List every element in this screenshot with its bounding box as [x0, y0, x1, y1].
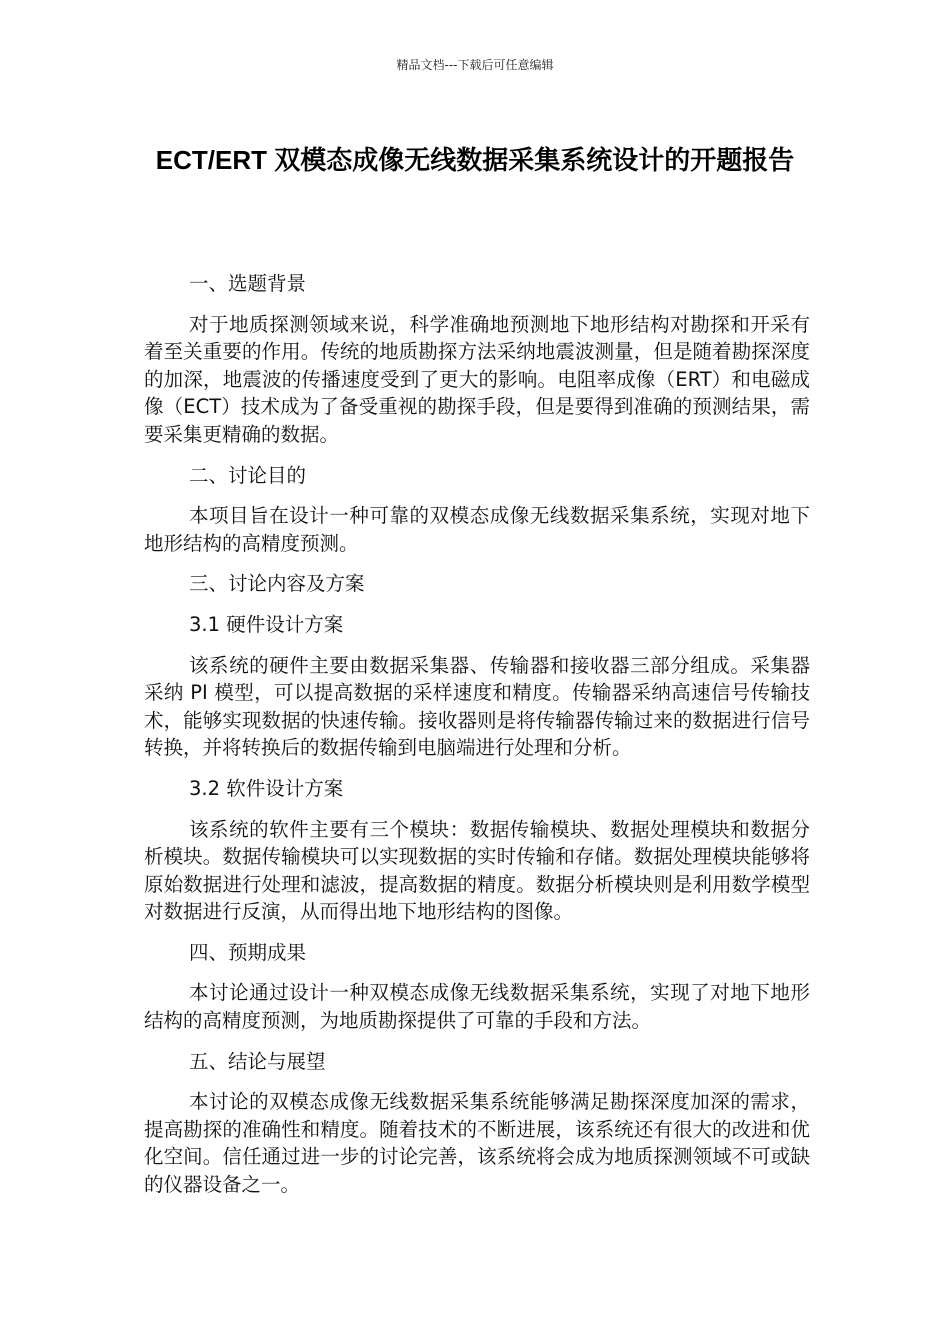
section-heading-purpose: 二、讨论目的 — [189, 463, 307, 487]
paragraph-background: 对于地质探测领域来说，科学准确地预测地下地形结构对勘探和开采有着至关重要的作用。传统的地质勘探方法采纳地震波测量，但是随着勘探深度的加深，地震波的传播速度受到了更大的影响。电阻率成像（ERT）和电磁成像（ECT）技术成为了备受重视的勘探手段，但是要得到准确的预测结果，需要采集更精确的数据。 — [144, 312, 810, 446]
section-heading-background: 一、选题背景 — [189, 272, 307, 295]
paragraph-conclusion: 本讨论的双模态成像无线数据采集系统能够满足勘探深度加深的需求，提高勘探的准确性和精度。随着技术的不断进展，该系统还有很大的改进和优化空间。信任通过进一步的讨论完善，该系统将会成为地质探测领域不可或缺的仪器设备之一。 — [144, 1090, 810, 1197]
paragraph-software: 该系统的软件主要有三个模块：数据传输模块、数据处理模块和数据分析模块。数据传输模块可以实现数据的实时传输和存储。数据处理模块能够将原始数据进行处理和滤波，提高数据的精度。数据分析模块则是利用数学模型对数据进行反演，从而得出地下地形结构的图像。 — [144, 817, 810, 924]
paragraph-purpose: 本项目旨在设计一种可靠的双模态成像无线数据采集系统，实现对地下地形结构的高精度预测。 — [144, 504, 810, 555]
header-note: 精品文档---下载后可任意编辑 — [396, 58, 554, 72]
section-heading-conclusion: 五、结论与展望 — [189, 1049, 326, 1073]
document-title: ECT/ERT 双模态成像无线数据采集系统设计的开题报告 — [155, 145, 795, 175]
subsection-heading-hardware: 3.1 硬件设计方案 — [189, 612, 344, 636]
section-heading-expected-results: 四、预期成果 — [189, 940, 307, 964]
subsection-heading-software: 3.2 软件设计方案 — [189, 776, 344, 800]
section-heading-content: 三、讨论内容及方案 — [189, 572, 365, 596]
paragraph-expected-results: 本讨论通过设计一种双模态成像无线数据采集系统，实现了对地下地形结构的高精度预测，为地质勘探提供了可靠的手段和方法。 — [144, 981, 810, 1033]
document-body — [144, 270, 810, 1212]
paragraph-hardware: 该系统的硬件主要由数据采集器、传输器和接收器三部分组成。采集器采纳 PI 模型，可以提高数据的采样速度和精度。传输器采纳高速信号传输技术，能够实现数据的快速传输。接收器则是将传输器传输过来的数据进行信号转换，并将转换后的数据传输到电脑端进行处理和分析。 — [144, 653, 810, 760]
